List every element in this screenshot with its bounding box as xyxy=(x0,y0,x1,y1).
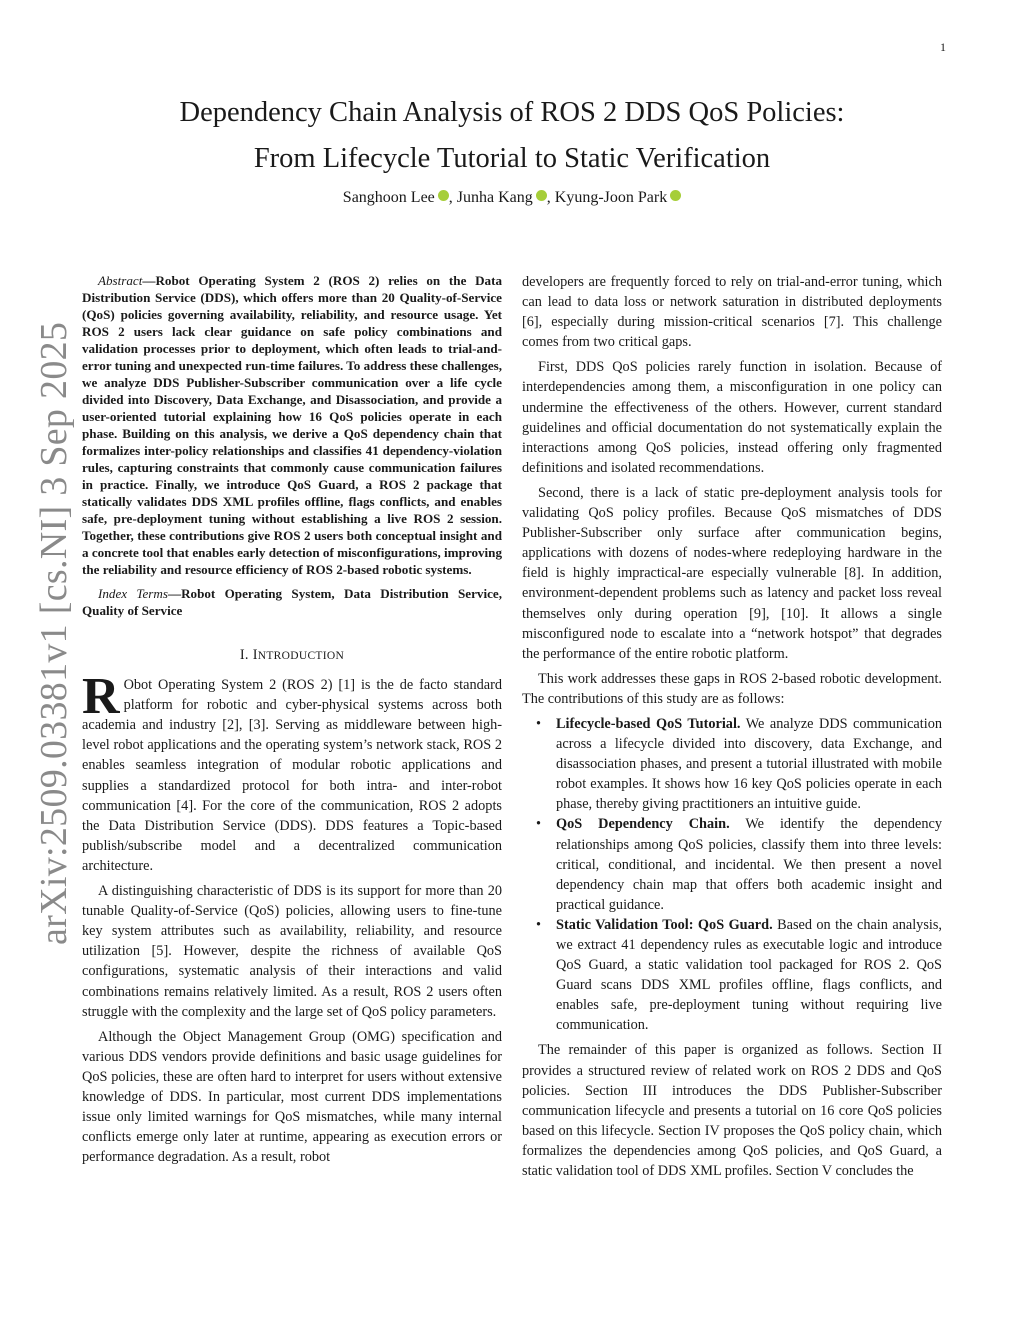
list-item xyxy=(536,915,942,1036)
paper-title xyxy=(100,90,924,182)
orcid-icon[interactable] xyxy=(670,190,681,201)
author-separator: , xyxy=(448,189,457,206)
section-heading-rest: NTRODUCTION xyxy=(257,650,345,662)
bullet: • xyxy=(536,715,542,732)
paragraph-first-gap: First, DDS QoS policies rarely function in isolation. Because of interdependencies among them, a misconfiguration in one policy can undermine the effectiveness of the others. However, current standard guidelines and official documentation do not systematically explain the interactions among QoS policies, instead offering only fragmented definitions and isolated recommendations. xyxy=(522,359,942,476)
arxiv-identifier: arXiv:2509.03381v1 [cs.NI] 3 Sep 2025 xyxy=(33,321,75,945)
list-item xyxy=(536,714,942,814)
bullet: • xyxy=(536,916,542,933)
intro-paragraph-2: A distinguishing characteristic of DDS is its support for more than 20 tunable Quality-of-Service (QoS) policies, allowing users to fine-tune key system attributes such as availability, reliability, and resource utilization [5]. However, despite the richness of available QoS configurations, systematic analysis of their interactions and valid combinations remains relatively limited. As a result, ROS 2 users often struggle with the complexity and the large set of QoS policy parameters. xyxy=(82,883,502,1020)
contribution-title: Lifecycle-based QoS Tutorial. xyxy=(556,715,741,732)
bullet: • xyxy=(536,816,542,833)
author-separator: , xyxy=(546,189,555,206)
right-column xyxy=(522,272,942,1186)
index-terms-text: —Robot Operating System, Data Distribution Service, Quality of Service xyxy=(82,586,503,618)
title-line-2: From Lifecycle Tutorial to Static Verification xyxy=(253,143,771,174)
contribution-title: Static Validation Tool: QoS Guard. xyxy=(556,916,773,933)
section-number: I. xyxy=(239,647,253,663)
intro-paragraph-3: Although the Object Management Group (OMG) specification and various DDS vendors provide definitions and basic usage guidelines for QoS policies, these are often hard to interpret for users without extensive knowledge of DDS. In particular, most current DDS implementations issue only limited warnings for QoS mismatches, while many internal conflicts emerge only later at runtime, appearing as execution errors or performance degradation. As a result, robot xyxy=(82,1028,502,1166)
left-column xyxy=(82,272,502,1172)
contributions-list xyxy=(522,714,942,1036)
index-terms-label: Index Terms xyxy=(98,586,168,601)
author-name: Junha Kang xyxy=(456,189,533,206)
intro-paragraph-1-text: Obot Operating System 2 (ROS 2) [1] is the de facto standard platform for robotic and cyber-physical systems across both academia and industry [2], [3]. Serving as middleware between high-level robot applications and the operating system’s network stack, ROS 2 enables seamless integration of modular robotic applications and supplies a standardized protocol for both intra- and inter-robot communication [4]. For the core of the communication, ROS 2 adopts the Data Distribution Service (DDS). DDS features a Topic-based publish/subscribe model and a decentralized communication architecture. xyxy=(82,677,502,874)
abstract-label: Abstract xyxy=(98,273,143,288)
section-heading-initial: I xyxy=(252,647,258,663)
dropcap-letter: R xyxy=(82,668,120,726)
paragraph-contributions-intro: This work addresses these gaps in ROS 2-based robotic development. The contributions of this study are as follows: xyxy=(522,670,942,707)
page-number: 1 xyxy=(940,40,946,54)
author-list xyxy=(100,189,924,207)
paragraph-organization: The remainder of this paper is organized as follows. Section II provides a structured review of related work on ROS 2 DDS and QoS policies. Section III introduces the DDS Publisher-Subscriber communication lifecycle and presents a tutorial on 16 core QoS policies based on this lifecycle. Section IV proposes the QoS policy chain, which formalizes the dependencies among QoS policies, and QoS Guard, a static validation tool of DDS XML profiles. Section V concludes the xyxy=(522,1042,942,1180)
author-name: Kyung-Joon Park xyxy=(554,189,668,206)
author-name: Sanghoon Lee xyxy=(342,189,435,206)
contribution-text: We analyze DDS communication across a lifecycle divided into discovery, data Exchange, and disassociation phases, and present a tutorial illustrated with mobile robot examples. It shows how 16 key QoS policies operate in each phase, thereby giving practitioners an intuitive guide. xyxy=(556,715,942,813)
orcid-icon[interactable] xyxy=(438,190,449,201)
intro-paragraph-1 xyxy=(82,668,502,876)
continued-paragraph: developers are frequently forced to rely on trial-and-error tuning, which can lead to data loss or network saturation in distributed deployments [6], especially during mission-critical scenarios [7]. This challenge comes from two critical gaps. xyxy=(522,274,942,351)
list-item xyxy=(536,814,942,914)
title-line-1: Dependency Chain Analysis of ROS 2 DDS QoS Policies: xyxy=(179,97,845,128)
index-terms xyxy=(82,585,502,619)
abstract xyxy=(82,272,502,578)
abstract-text: —Robot Operating System 2 (ROS 2) relies on the Data Distribution Service (DDS), which offers more than 20 Quality-of-Service (QoS) policies governing availability, reliability, and resource usage. Yet ROS 2 users lack clear guidance on safe policy combinations and validation processes prior to deployment, which often leads to trial-and-error tuning and unexpected run-time failures. To address these challenges, we analyze DDS Publisher-Subscriber communication over a life cycle divided into Discovery, Data Exchange, and Disassociation, and provide a user-oriented tutorial explaining how 16 QoS policies operate in each phase. Building on this analysis, we derive a QoS dependency chain that formalizes inter-policy relationships and classifies 41 dependency-violation rules, capturing constraints that commonly cause communication failures in practice. Finally, we introduce QoS Guard, a ROS 2 package that statically validates DDS XML profiles offline, flags conflicts, and enables safe, pre-deployment tuning without establishing a live ROS 2 session. Together, these contributions give ROS 2 users both conceptual insight and a concrete tool that enables early detection of misconfigurations, improving the reliability and resource efficiency of ROS 2-based robotic systems. xyxy=(82,273,502,577)
contribution-title: QoS Dependency Chain. xyxy=(556,816,730,833)
contribution-text: We identify the dependency relationships among QoS policies, classify them into three levels: critical, conditional, and incidental. We then present a novel dependency chain map that offers both academic insight and practical guidance. xyxy=(556,816,942,913)
orcid-icon[interactable] xyxy=(536,190,547,201)
section-heading-introduction xyxy=(82,645,502,666)
paragraph-second-gap: Second, there is a lack of static pre-deployment analysis tools for validating QoS policy profiles. Because QoS mismatches of DDS Publisher-Subscriber only surface after communication begins, applications with dozens of nodes-where redeploying hardware in the field is highly impractical-are especially vulnerable [8]. In addition, environment-dependent problems such as latency and packet loss reveal themselves only during operation [9], [10]. It allows a single misconfigured node to escalate into a “network hotspot” that degrades the performance of the entire robotic platform. xyxy=(522,484,942,662)
contribution-text: Based on the chain analysis, we extract 41 dependency rules as executable logic and introduce QoS Guard, a static validation tool packaged for ROS 2. QoS Guard scans DDS XML profiles offline, flags conflicts, and enables safe, pre-deployment tuning without requiring live communication. xyxy=(556,916,942,1034)
